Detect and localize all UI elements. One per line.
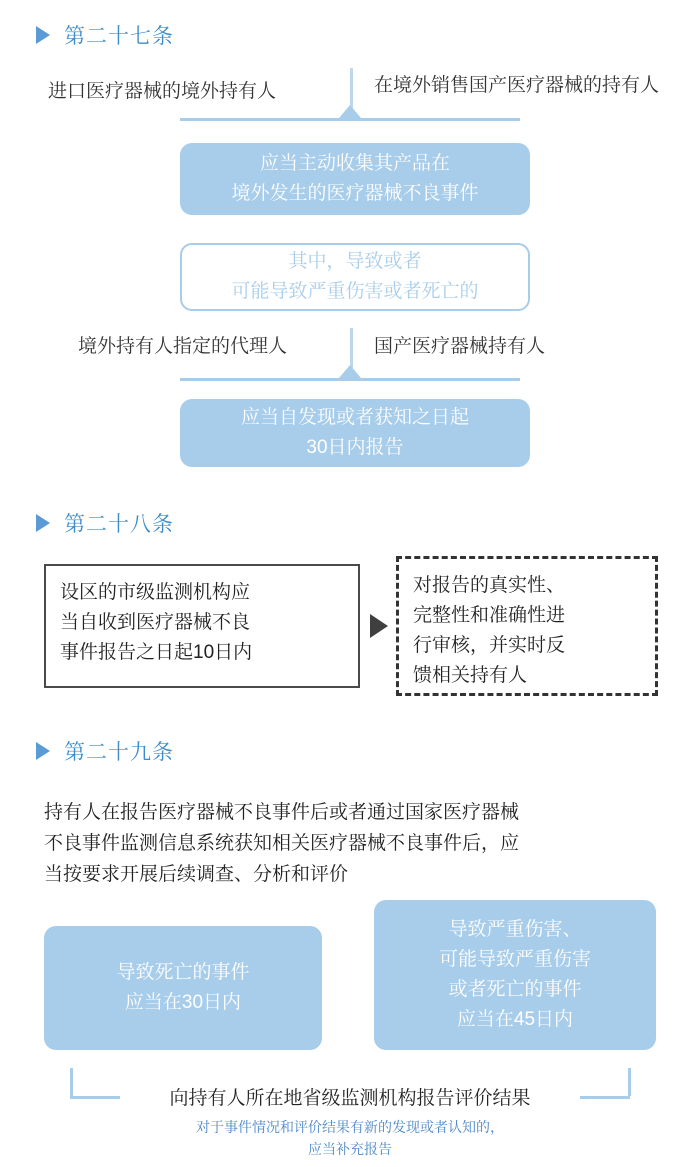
left-box-line1: 导致死亡的事件: [116, 962, 250, 983]
connector-bracket-1: [180, 118, 520, 144]
article27-box-serious: [180, 243, 530, 311]
dashed-box-line4: 馈相关持有人: [413, 665, 528, 686]
left-box-line2: 应当在30日内: [124, 992, 242, 1013]
box3-line2: 30日内报告: [306, 437, 404, 458]
section-header-article-29: [36, 736, 174, 766]
solid-box-line1: 设区的市级监测机构应: [60, 582, 251, 603]
triangle-bullet-icon: [36, 742, 50, 760]
right-box-line4: 应当在45日内: [456, 1009, 574, 1030]
article27-right-label: 在境外销售国产医疗器械的持有人: [374, 75, 660, 96]
article27-left-label-2: 境外持有人指定的代理人: [78, 336, 288, 357]
article28-solid-box: [44, 564, 360, 688]
section-title: 第二十九条: [64, 741, 174, 764]
article29-result-note-line2: 应当补充报告: [308, 1141, 392, 1157]
article28-dashed-box: [396, 556, 658, 696]
article29-result-text: 向持有人所在地省级监测机构报告评价结果: [169, 1088, 531, 1109]
right-box-line2: 可能导致严重伤害: [438, 949, 591, 970]
article27-left-label: 进口医疗器械的境外持有人: [48, 81, 277, 102]
dashed-box-line2: 完整性和准确性进: [413, 605, 566, 626]
solid-box-line3: 事件报告之日起10日内: [60, 642, 253, 663]
triangle-bullet-icon: [36, 26, 50, 44]
article27-right-label-2: 国产医疗器械持有人: [374, 336, 546, 357]
label-divider-bottom: [350, 328, 353, 368]
solid-box-line2: 当自收到医疗器械不良: [60, 612, 251, 633]
section-title: 第二十八条: [64, 513, 174, 536]
triangle-bullet-icon: [36, 514, 50, 532]
box3-line1: 应当自发现或者获知之日起: [240, 407, 469, 428]
dashed-box-line3: 行审核，并实时反: [413, 635, 566, 656]
section-header-article-28: [36, 508, 174, 538]
right-box-line1: 导致严重伤害、: [448, 919, 582, 940]
article27-box-report: [180, 399, 530, 467]
article27-box-collect: [180, 143, 530, 215]
flow-arrow-icon: [370, 614, 388, 638]
box2-line1: 其中，导致或者: [288, 251, 422, 272]
article29-result-note-line1: 对于事件情况和评价结果有新的发现或者认知的，: [196, 1119, 504, 1135]
box1-line2: 境外发生的医疗器械不良事件: [231, 183, 479, 204]
box1-line1: 应当主动收集其产品在: [259, 153, 450, 174]
section-header-article-27: [36, 20, 174, 50]
right-box-line3: 或者死亡的事件: [448, 979, 582, 1000]
paragraph-line2: 不良事件监测信息系统获知相关医疗器械不良事件后，应: [44, 833, 520, 854]
section-title: 第二十七条: [64, 25, 174, 48]
paragraph-line3: 当按要求开展后续调查、分析和评价: [44, 864, 349, 885]
article29-paragraph: [44, 797, 664, 890]
label-divider-top: [350, 68, 353, 110]
article29-box-serious: [374, 900, 656, 1050]
article29-box-death: [44, 926, 322, 1050]
box2-line2: 可能导致严重伤害或者死亡的: [231, 281, 479, 302]
paragraph-line1: 持有人在报告医疗器械不良事件后或者通过国家医疗器械: [44, 802, 520, 823]
dashed-box-line1: 对报告的真实性、: [413, 575, 566, 596]
